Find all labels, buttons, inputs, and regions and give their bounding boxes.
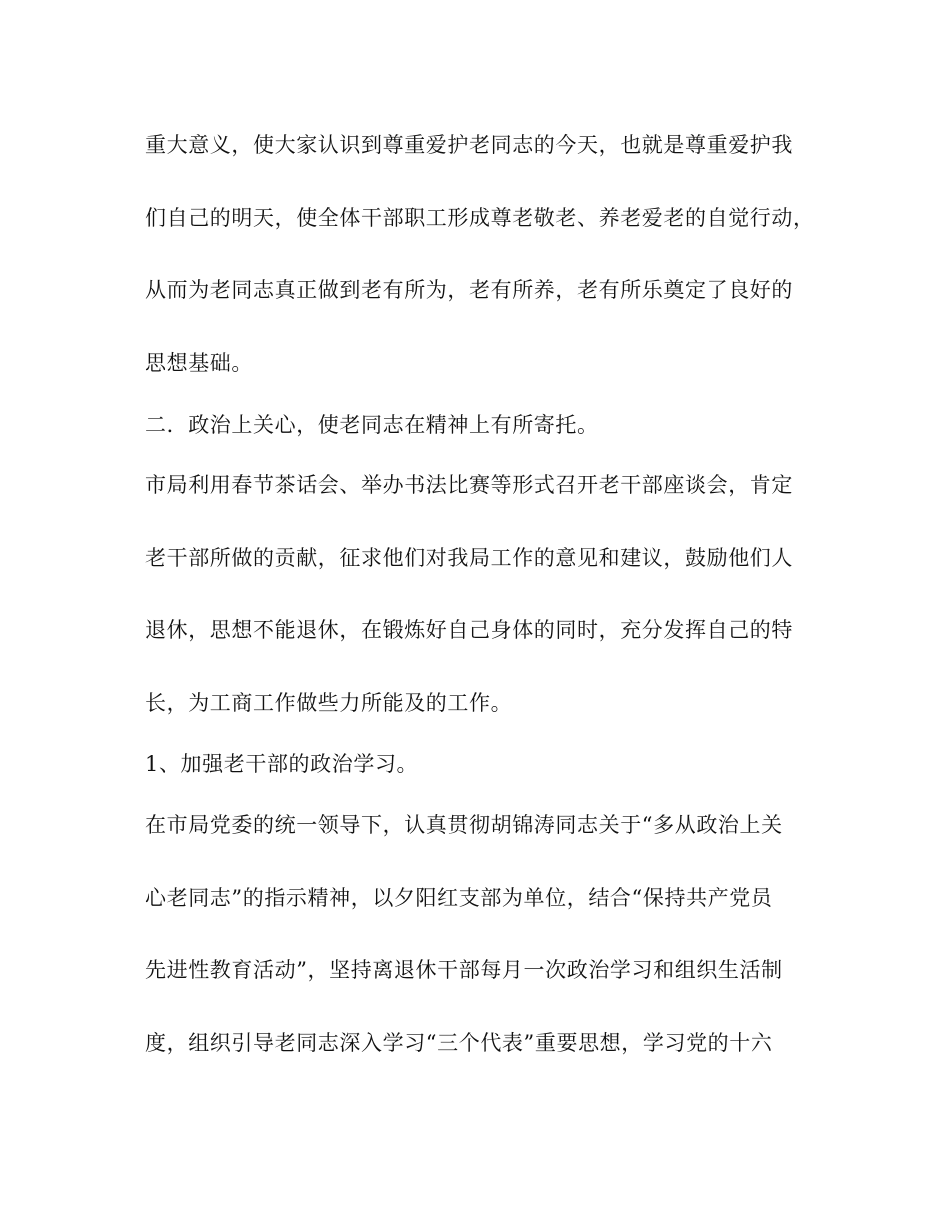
body-text-line: 思想基础。	[145, 351, 253, 375]
body-text-line: 心老同志”的指示精神，以夕阳红支部为单位，结合“保持共产党员	[145, 886, 773, 910]
section-heading: 二．政治上关心，使老同志在精神上有所寄托。	[145, 413, 599, 437]
body-text-line: 们自己的明天，使全体干部职工形成尊老敬老、养老爱老的自觉行动，	[145, 206, 815, 230]
body-text-line: 从而为老同志真正做到老有所为，老有所养，老有所乐奠定了良好的	[145, 278, 793, 302]
body-text-line: 退休，思想不能退休，在锻炼好自己身体的同时，充分发挥自己的特	[145, 618, 793, 642]
body-text-line: 先进性教育活动”，坚持离退休干部每月一次政治学习和组织生活制	[145, 958, 783, 982]
subsection-heading: 1、加强老干部的政治学习。	[145, 752, 419, 776]
body-text-line: 老干部所做的贡献，征求他们对我局工作的意见和建议，鼓励他们人	[145, 546, 793, 570]
body-text-line: 长，为工商工作做些力所能及的工作。	[145, 691, 513, 715]
body-text-line: 重大意义，使大家认识到尊重爱护老同志的今天，也就是尊重爱护我	[145, 133, 793, 157]
body-text-line: 度，组织引导老同志深入学习“三个代表”重要思想，学习党的十六	[145, 1031, 773, 1055]
body-text-line: 市局利用春节茶话会、举办书法比赛等形式召开老干部座谈会，肯定	[145, 473, 793, 497]
body-text-line: 在市局党委的统一领导下，认真贯彻胡锦涛同志关于“多从政治上关	[145, 813, 783, 837]
